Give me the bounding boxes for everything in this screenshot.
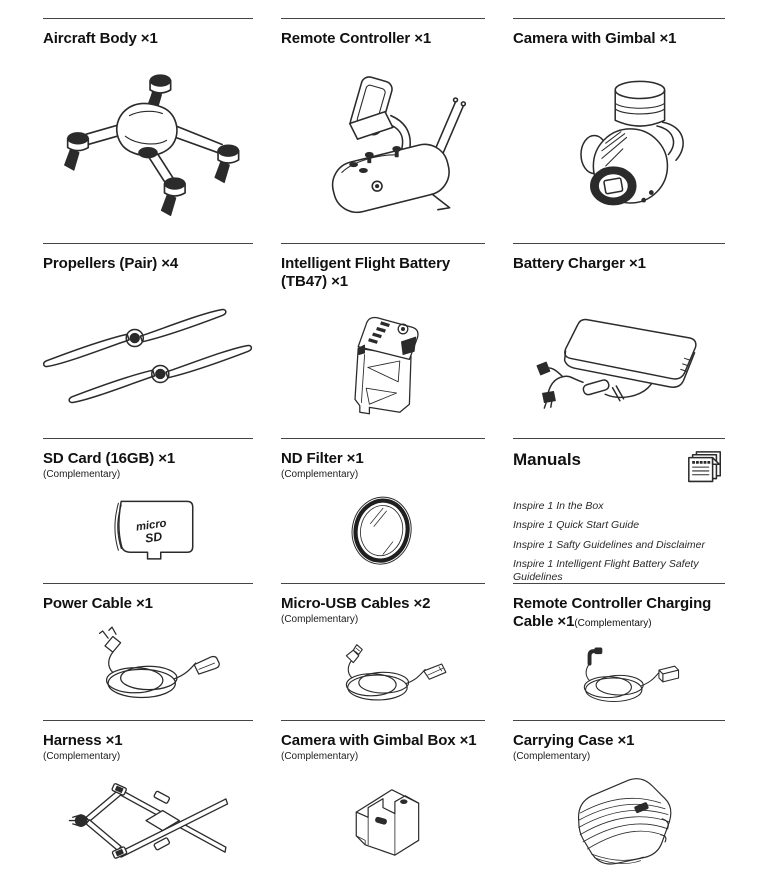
item-title: Propellers (Pair) ×4 <box>43 255 179 272</box>
item-card-nd-filter <box>281 438 513 583</box>
item-card-gimbal-box <box>281 720 513 879</box>
item-card-camera-gimbal <box>513 18 753 243</box>
item-note: (Complementary) <box>43 469 121 481</box>
divider <box>281 18 485 19</box>
manual-item: Inspire 1 Intelligent Flight Battery Safety Guidelines <box>513 558 699 583</box>
item-card-flight-battery <box>281 243 513 438</box>
divider <box>281 583 485 584</box>
item-card-harness <box>43 720 281 879</box>
item-card-rc-charging-cable <box>513 583 753 720</box>
item-card-manuals <box>513 438 753 583</box>
item-title: Intelligent Flight Battery (TB47) ×1 <box>281 255 451 291</box>
item-title: ND Filter ×1 <box>281 450 364 467</box>
propellers-icon <box>43 273 253 438</box>
divider <box>281 720 485 721</box>
item-card-carrying-case <box>513 720 753 879</box>
item-title: Remote Controller Charging Cable ×1(Complementary) <box>513 595 712 631</box>
manual-item: Inspire 1 In the Box <box>513 500 604 512</box>
item-title: Carrying Case ×1 <box>513 732 635 749</box>
items-grid <box>43 18 753 879</box>
item-card-battery-charger <box>513 243 753 438</box>
divider <box>281 243 485 244</box>
divider <box>513 583 725 584</box>
manual-item: Inspire 1 Safty Guidelines and Disclaimer <box>513 538 706 551</box>
sd-logo-sd: SD <box>143 529 163 546</box>
item-title: Micro-USB Cables ×2 <box>281 595 431 612</box>
item-note: (Complementary) <box>281 469 359 481</box>
item-card-remote-controller <box>281 18 513 243</box>
item-title: Remote Controller ×1 <box>281 30 432 47</box>
remote-controller-icon <box>281 48 485 243</box>
item-card-power-cable <box>43 583 281 720</box>
manuals-title: Manuals <box>513 450 582 469</box>
item-note: (Complementary) <box>43 751 121 763</box>
divider <box>513 438 725 439</box>
item-title: Harness ×1 <box>43 732 123 749</box>
divider <box>43 720 253 721</box>
carrying-case-icon <box>513 763 725 879</box>
item-title: Camera with Gimbal ×1 <box>513 30 677 47</box>
divider <box>43 438 253 439</box>
sd-logo-micro: micro <box>134 517 167 534</box>
divider <box>281 438 485 439</box>
item-title: Aircraft Body ×1 <box>43 30 158 47</box>
divider <box>513 720 725 721</box>
item-note: (Complementary) <box>513 751 591 763</box>
item-card-aircraft-body <box>43 18 281 243</box>
power-cable-icon <box>43 613 253 720</box>
micro-usb-cable-icon <box>281 626 485 720</box>
sd-card-icon <box>43 481 253 583</box>
flight-battery-icon <box>281 292 485 438</box>
harness-icon <box>43 763 253 879</box>
battery-charger-icon <box>513 273 725 438</box>
item-note: (Complementary) <box>574 618 652 630</box>
item-title: Camera with Gimbal Box ×1 <box>281 732 477 749</box>
item-card-micro-usb-cables <box>281 583 513 720</box>
gimbal-box-icon <box>281 763 485 879</box>
item-card-propellers <box>43 243 281 438</box>
manuals-stack-icon <box>685 450 725 490</box>
item-card-sd-card <box>43 438 281 583</box>
item-title: Battery Charger ×1 <box>513 255 646 272</box>
aircraft-body-icon <box>43 48 253 243</box>
divider <box>513 18 725 19</box>
item-note: (Complementary) <box>281 614 359 626</box>
divider <box>513 243 725 244</box>
item-title: SD Card (16GB) ×1 <box>43 450 176 467</box>
camera-gimbal-icon <box>513 48 725 243</box>
divider <box>43 243 253 244</box>
nd-filter-icon <box>281 481 485 583</box>
divider <box>43 583 253 584</box>
item-note: (Complementary) <box>281 751 359 763</box>
manuals-list <box>513 500 725 590</box>
rc-charging-cable-icon <box>513 632 725 720</box>
manual-item: Inspire 1 Quick Start Guide <box>513 519 640 532</box>
item-title: Power Cable ×1 <box>43 595 153 612</box>
divider <box>43 18 253 19</box>
